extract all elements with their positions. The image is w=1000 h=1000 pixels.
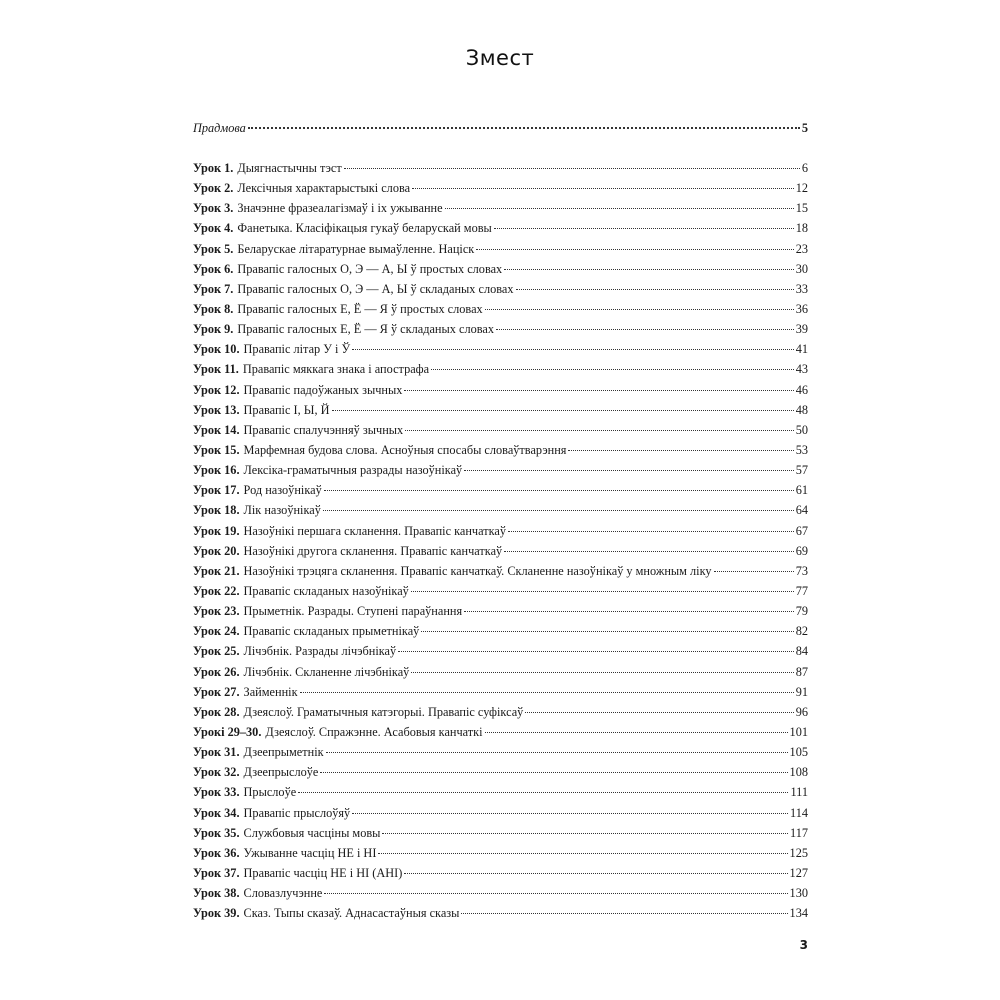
toc-entry-label: Урок 20.: [193, 543, 240, 558]
toc-entry-title: Назоўнікі трэцяга скланення. Правапіс канчаткаў. Скланенне назоўнікаў у множным ліку: [243, 563, 712, 578]
toc-entry-title: Правапіс часціц НЕ і НІ (АНІ): [243, 865, 403, 880]
dot-leader: [476, 249, 793, 250]
toc-entry-page: 39: [795, 322, 808, 337]
toc-entry-page: 30: [795, 261, 808, 276]
dot-leader: [398, 651, 794, 652]
dot-leader: [504, 551, 794, 552]
toc-entry-page: 111: [790, 785, 808, 800]
toc-entry-title: Словазлучэнне: [243, 886, 323, 901]
toc-entry-page: 87: [795, 664, 808, 679]
dot-leader: [404, 390, 793, 391]
toc-entry-lesson[interactable]: [193, 641, 808, 661]
toc-entry-label: Урок 32.: [193, 765, 240, 780]
toc-entry-label: Урок 10.: [193, 342, 240, 357]
toc-entry-title: Дзеепрыслоўе: [243, 765, 319, 780]
toc-entry-label: Урок 21.: [193, 563, 240, 578]
toc-entry-page: 18: [795, 221, 808, 236]
toc-entry-label: Урок 16.: [193, 463, 240, 478]
toc-entry-page: 36: [795, 301, 808, 316]
toc-entry-page: 64: [795, 503, 808, 518]
dot-leader: [445, 208, 794, 209]
dot-leader: [378, 853, 787, 854]
toc-entry-page: 91: [795, 684, 808, 699]
toc-entry-title: Дзеяслоў. Граматычныя катэгорыі. Правапіс суфіксаў: [243, 704, 524, 719]
dot-leader: [525, 712, 793, 713]
dot-leader: [320, 772, 787, 773]
toc-entry-title: Правапіс галосных Е, Ё — Я ў простых словах: [237, 301, 483, 316]
dot-leader: [326, 752, 788, 753]
toc-entry-title: Правапіс мяккага знака і апострафа: [242, 362, 430, 377]
toc-entry-lesson[interactable]: [193, 843, 808, 863]
toc-entry-page: 125: [789, 845, 808, 860]
toc-entry-page: 5: [801, 121, 808, 135]
dot-leader: [714, 571, 794, 572]
toc-entry-title: Правапіс галосных Е, Ё — Я ў складаных словах: [237, 322, 494, 337]
toc-entry-label: Урок 7.: [193, 281, 234, 296]
toc-entry-title: Назоўнікі другога скланення. Правапіс канчаткаў: [243, 543, 503, 558]
toc-entry-lesson[interactable]: [193, 601, 808, 621]
toc-entry-lesson[interactable]: [193, 380, 808, 400]
toc-entry-page: 46: [795, 382, 808, 397]
toc-entry-label: Урок 37.: [193, 865, 240, 880]
toc-entry-label: Урок 2.: [193, 181, 234, 196]
toc-entry-label: Урок 9.: [193, 322, 234, 337]
toc-entry-page: 57: [795, 463, 808, 478]
toc-entry-title: Значэнне фразеалагізмаў і іх ужыванне: [237, 201, 443, 216]
toc-entry-title: Дыягнастычны тэст: [237, 161, 342, 175]
toc-entry-lesson[interactable]: [193, 662, 808, 682]
dot-leader: [421, 631, 793, 632]
toc-entry-lesson[interactable]: [193, 863, 808, 883]
toc-entry-lesson[interactable]: [193, 239, 808, 259]
toc-entry-page: 127: [789, 865, 808, 880]
dot-leader: [516, 289, 794, 290]
toc-entry-title: Род назоўнікаў: [243, 483, 322, 498]
toc-entry-page: 12: [795, 181, 808, 196]
toc-entry-label: Урок 15.: [193, 442, 240, 457]
toc-entry-lesson[interactable]: [193, 762, 808, 782]
toc-entry-label: Урок 3.: [193, 201, 234, 216]
dot-leader: [352, 813, 788, 814]
toc-entry-label: Урок 26.: [193, 664, 240, 679]
toc-entry-lesson[interactable]: [193, 218, 808, 238]
toc-entry-label: Урок 27.: [193, 684, 240, 699]
toc-entry-lesson[interactable]: [193, 259, 808, 279]
dot-leader: [298, 792, 788, 793]
toc-entry-label: Урок 1.: [193, 161, 234, 175]
toc-entry-label: Урок 18.: [193, 503, 240, 518]
toc-entry-label: Урок 8.: [193, 301, 234, 316]
toc-entry-label: Урок 33.: [193, 785, 240, 800]
toc-entry-page: 79: [795, 604, 808, 619]
toc-entry-label: Урок 13.: [193, 402, 240, 417]
toc-entry-page: 130: [789, 886, 808, 901]
dot-leader: [324, 893, 787, 894]
dot-leader: [405, 430, 794, 431]
toc-entry-label: Урок 28.: [193, 704, 240, 719]
toc-entry-label: Урок 5.: [193, 241, 234, 256]
toc-entry-title: Правапіс спалучэнняў зычных: [243, 422, 404, 437]
toc-entry-label: Урок 4.: [193, 221, 234, 236]
toc-entry-page: 82: [795, 624, 808, 639]
lessons-list: [193, 158, 808, 923]
dot-leader: [300, 692, 794, 693]
toc-entry-label: Урок 35.: [193, 825, 240, 840]
toc-entry-lesson[interactable]: [193, 460, 808, 480]
toc-entry-lesson[interactable]: [193, 299, 808, 319]
toc-entry-title: Лічэбнік. Разрады лічэбнікаў: [243, 644, 397, 659]
toc-entry-title: Службовыя часціны мовы: [243, 825, 381, 840]
toc-entry-title: Дзеяслоў. Спражэнне. Асабовыя канчаткі: [265, 724, 483, 739]
toc-entry-lesson[interactable]: [193, 742, 808, 762]
toc-entry-title: Правапіс прыслоўяў: [243, 805, 351, 820]
toc-entry-title: Правапіс складаных назоўнікаў: [243, 583, 409, 598]
dot-leader: [508, 531, 794, 532]
toc-entry-page: 50: [795, 422, 808, 437]
toc-entry-title: Беларускае літаратурнае вымаўленне. Націск: [237, 241, 475, 256]
toc-entry-page: 67: [795, 523, 808, 538]
toc-entry-page: 84: [795, 644, 808, 659]
toc-entry-title: Прадмова: [193, 121, 246, 135]
dot-leader: [404, 873, 787, 874]
dot-leader: [485, 309, 794, 310]
toc-entry-lesson[interactable]: [193, 903, 808, 923]
toc-entry-title: Правапіс І, Ы, Й: [243, 402, 330, 417]
toc-entry-page: 53: [795, 442, 808, 457]
toc-entry-lesson[interactable]: [193, 400, 808, 420]
toc-entry-title: Правапіс галосных О, Э — А, Ы ў складаных словах: [237, 281, 514, 296]
toc-entry-page: 134: [789, 906, 808, 921]
toc-entry-title: Правапіс падоўжаных зычных: [243, 382, 403, 397]
toc-entry-lesson[interactable]: [193, 581, 808, 601]
dot-leader: [344, 168, 800, 169]
toc-entry-lesson[interactable]: [193, 883, 808, 903]
toc-entry-label: Урок 23.: [193, 604, 240, 619]
toc-entry-page: 105: [789, 745, 808, 760]
dot-leader: [411, 591, 794, 592]
dot-leader: [332, 410, 794, 411]
toc-entry-label: Урок 12.: [193, 382, 240, 397]
toc-entry-title: Фанетыка. Класіфікацыя гукаў беларускай мовы: [237, 221, 492, 236]
dot-leader: [568, 450, 793, 451]
page-number: 3: [799, 938, 808, 952]
dot-leader: [411, 672, 793, 673]
toc-entry-lesson[interactable]: [193, 702, 808, 722]
toc-entry-label: Урок 39.: [193, 906, 240, 921]
toc-entry-lesson[interactable]: [193, 521, 808, 541]
dot-leader: [494, 228, 794, 229]
toc-entry-lesson[interactable]: [193, 480, 808, 500]
dot-leader: [496, 329, 794, 330]
toc-entry-lesson[interactable]: [193, 198, 808, 218]
toc-entry-title: Сказ. Тыпы сказаў. Аднасастаўныя сказы: [243, 906, 460, 921]
toc-entry-lesson[interactable]: [193, 319, 808, 339]
toc-entry-page: 117: [790, 825, 808, 840]
toc-entry-title: Лічэбнік. Скланенне лічэбнікаў: [243, 664, 410, 679]
toc-entry-page: 96: [795, 704, 808, 719]
toc-entry-label: Урок 22.: [193, 583, 240, 598]
toc-entry-label: Урок 6.: [193, 261, 234, 276]
toc-entry-page: 48: [795, 402, 808, 417]
toc-entry-page: 15: [795, 201, 808, 216]
toc-entry-label: Урок 38.: [193, 886, 240, 901]
toc-entry-lesson[interactable]: [193, 561, 808, 581]
toc-entry-lesson[interactable]: [193, 359, 808, 379]
toc-entry-title: Ужыванне часціц НЕ і НІ: [243, 845, 377, 860]
toc-entry-page: 43: [795, 362, 808, 377]
dot-leader: [464, 611, 794, 612]
toc-entry-page: 73: [795, 563, 808, 578]
dot-leader: [248, 127, 800, 129]
toc-entry-title: Лексічныя характарыстыкі слова: [237, 181, 411, 196]
toc-entry-title: Лік назоўнікаў: [243, 503, 321, 518]
toc-entry-lesson[interactable]: [193, 279, 808, 299]
toc-entry-label: Урок 11.: [193, 362, 239, 377]
toc-entry-title: Прыслоўе: [243, 785, 297, 800]
toc-entry-title: Марфемная будова слова. Асноўныя спосабы словаўтварэння: [243, 442, 567, 457]
toc-entry-title: Правапіс галосных О, Э — А, Ы ў простых словах: [237, 261, 503, 276]
dot-leader: [461, 913, 787, 914]
toc-entry-label: Урок 36.: [193, 845, 240, 860]
dot-leader: [485, 732, 788, 733]
toc-entry-title: Правапіс складаных прыметнікаў: [243, 624, 420, 639]
toc-entry-lesson[interactable]: [193, 782, 808, 802]
dot-leader: [504, 269, 793, 270]
toc-entry-page: 33: [795, 281, 808, 296]
toc-entry-lesson[interactable]: [193, 722, 808, 742]
dot-leader: [431, 369, 794, 370]
toc-entry-label: Урок 24.: [193, 624, 240, 639]
toc-entry-lesson[interactable]: [193, 621, 808, 641]
toc-entry-label: Урок 34.: [193, 805, 240, 820]
toc-entry-page: 101: [789, 724, 808, 739]
dot-leader: [412, 188, 794, 189]
page-title: Змест: [465, 46, 535, 70]
toc-entry-lesson[interactable]: [193, 339, 808, 359]
toc-entry-page: 6: [801, 161, 808, 175]
toc-entry-label: Урок 17.: [193, 483, 240, 498]
toc-entry-preface[interactable]: [193, 118, 808, 138]
dot-leader: [352, 349, 793, 350]
toc-entry-lesson[interactable]: [193, 541, 808, 561]
toc-entry-page: 23: [795, 241, 808, 256]
toc-entry-title: Правапіс літар У і Ў: [243, 342, 351, 357]
dot-leader: [382, 833, 788, 834]
toc-entry-title: Займеннік: [243, 684, 298, 699]
toc-entry-label: Урок 25.: [193, 644, 240, 659]
toc-entry-label: Урокі 29–30.: [193, 724, 262, 739]
toc-entry-lesson[interactable]: [193, 500, 808, 520]
dot-leader: [464, 470, 794, 471]
toc-entry-lesson[interactable]: [193, 420, 808, 440]
toc-entry-label: Урок 31.: [193, 745, 240, 760]
toc-entry-title: Дзеепрыметнік: [243, 745, 324, 760]
toc-entry-lesson[interactable]: [193, 440, 808, 460]
toc-entry-page: 108: [789, 765, 808, 780]
toc-entry-lesson[interactable]: [193, 158, 808, 178]
toc-entry-label: Урок 14.: [193, 422, 240, 437]
toc-entry-label: Урок 19.: [193, 523, 240, 538]
dot-leader: [323, 510, 794, 511]
toc-entry-lesson[interactable]: [193, 803, 808, 823]
toc-entry-page: 61: [795, 483, 808, 498]
toc-entry-lesson[interactable]: [193, 823, 808, 843]
toc-entry-title: Назоўнікі першага скланення. Правапіс канчаткаў: [243, 523, 507, 538]
toc-entry-title: Лексіка-граматычныя разрады назоўнікаў: [243, 463, 463, 478]
preface-section: [193, 118, 808, 138]
toc-entry-title: Прыметнік. Разрады. Ступені параўнання: [243, 604, 463, 619]
toc-entry-page: 41: [795, 342, 808, 357]
toc-entry-lesson[interactable]: [193, 682, 808, 702]
dot-leader: [324, 490, 794, 491]
toc-entry-page: 114: [790, 805, 808, 820]
toc-entry-page: 69: [795, 543, 808, 558]
toc-entry-page: 77: [795, 583, 808, 598]
toc-entry-lesson[interactable]: [193, 178, 808, 198]
